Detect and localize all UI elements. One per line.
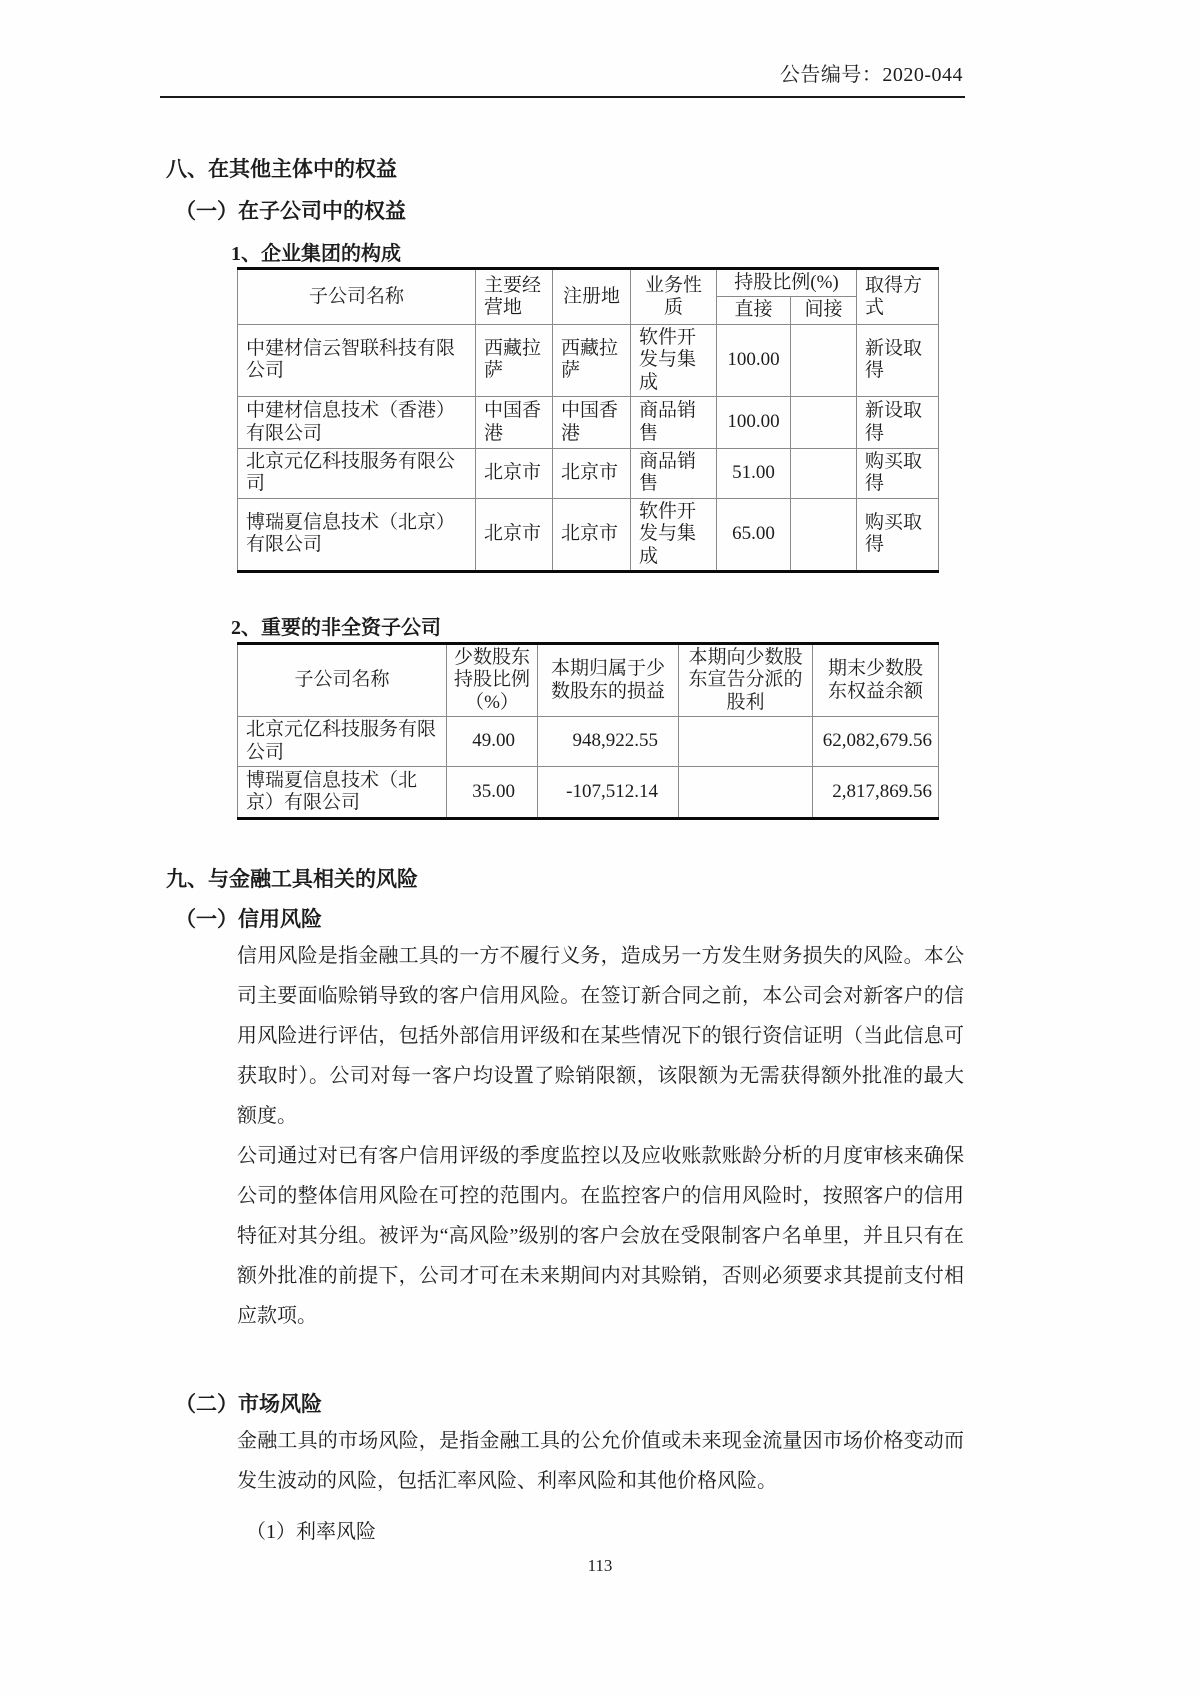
t1-header-indirect: 间接 xyxy=(791,297,857,324)
market-risk-paragraphs xyxy=(237,1421,964,1501)
t2-header-minority-ratio: 少数股东持股比例（%） xyxy=(447,644,538,717)
table-row xyxy=(238,397,939,449)
t1-header-main-location: 主要经营地 xyxy=(476,269,553,325)
table-row xyxy=(238,498,939,571)
t1-cell-main-location: 西藏拉萨 xyxy=(476,324,553,396)
t1-cell-main-location: 北京市 xyxy=(476,498,553,571)
credit-risk-paragraphs xyxy=(237,936,964,1336)
t1-cell-registered-location: 中国香港 xyxy=(553,397,631,449)
subsidiaries-structure-table xyxy=(237,267,939,573)
notice-number: 公告编号：2020-044 xyxy=(779,64,963,86)
t2-header-minority-dividend: 本期向少数股东宣告分派的股利 xyxy=(679,644,813,717)
t1-cell-acquisition-method: 新设取得 xyxy=(857,397,939,449)
t1-cell-direct: 51.00 xyxy=(717,449,791,499)
t2-cell-minority-ratio: 49.00 xyxy=(447,717,538,767)
t2-cell-minority-dividend xyxy=(679,717,813,767)
t2-header-name: 子公司名称 xyxy=(238,644,447,717)
t1-header-name: 子公司名称 xyxy=(238,269,476,325)
t1-cell-name: 北京元亿科技服务有限公司 xyxy=(238,449,476,499)
t1-cell-indirect xyxy=(791,498,857,571)
t1-cell-registered-location: 北京市 xyxy=(553,449,631,499)
t2-cell-minority-equity: 2,817,869.56 xyxy=(813,767,939,819)
table-1-title: 1、企业集团的构成 xyxy=(231,243,401,265)
t1-cell-direct: 65.00 xyxy=(717,498,791,571)
t1-cell-indirect xyxy=(791,449,857,499)
section-9-sub-2-title: （二）市场风险 xyxy=(175,1392,322,1416)
credit-risk-paragraph-1: 信用风险是指金融工具的一方不履行义务，造成另一方发生财务损失的风险。本公司主要面临赊销导致的客户信用风险。在签订新合同之前，本公司会对新客户的信用风险进行评估，包括外部信用评级和在某些情况下的银行资信证明（当此信息可获取时）。公司对每一客户均设置了赊销限额，该限额为无需获得额外批准的最大额度。 xyxy=(237,945,964,1127)
t1-cell-acquisition-method: 购买取得 xyxy=(857,498,939,571)
t2-cell-name: 博瑞夏信息技术（北京）有限公司 xyxy=(238,767,447,819)
t1-cell-registered-location: 西藏拉萨 xyxy=(553,324,631,396)
t2-cell-name: 北京元亿科技服务有限公司 xyxy=(238,717,447,767)
t1-header-shareholding-ratio: 持股比例(%) xyxy=(717,269,857,297)
t1-cell-business-nature: 软件开发与集成 xyxy=(631,324,717,396)
t1-cell-main-location: 中国香港 xyxy=(476,397,553,449)
t1-cell-business-nature: 商品销售 xyxy=(631,449,717,499)
t1-cell-name: 博瑞夏信息技术（北京）有限公司 xyxy=(238,498,476,571)
t1-header-business-nature: 业务性质 xyxy=(631,269,717,325)
t2-cell-minority-profit: -107,512.14 xyxy=(538,767,679,819)
t1-cell-business-nature: 商品销售 xyxy=(631,397,717,449)
t1-cell-direct: 100.00 xyxy=(717,324,791,396)
non-wholly-owned-subsidiaries-table xyxy=(237,642,939,820)
t1-cell-indirect xyxy=(791,397,857,449)
section-9-title: 九、与金融工具相关的风险 xyxy=(166,867,418,891)
header-rule xyxy=(160,96,965,98)
t1-cell-name: 中建材信云智联科技有限公司 xyxy=(238,324,476,396)
t1-cell-business-nature: 软件开发与集成 xyxy=(631,498,717,571)
t1-cell-acquisition-method: 新设取得 xyxy=(857,324,939,396)
table-row xyxy=(238,449,939,499)
table-2-title: 2、重要的非全资子公司 xyxy=(231,617,441,639)
section-8-title: 八、在其他主体中的权益 xyxy=(166,157,397,181)
section-9-sub-1-title: （一）信用风险 xyxy=(175,907,322,931)
table-row xyxy=(238,767,939,819)
t2-cell-minority-profit: 948,922.55 xyxy=(538,717,679,767)
t2-header-minority-equity: 期末少数股东权益余额 xyxy=(813,644,939,717)
interest-rate-risk-item: （1）利率风险 xyxy=(246,1521,376,1543)
t1-header-registered-location: 注册地 xyxy=(553,269,631,325)
table-row xyxy=(238,324,939,396)
t2-cell-minority-dividend xyxy=(679,767,813,819)
t2-cell-minority-equity: 62,082,679.56 xyxy=(813,717,939,767)
t1-cell-registered-location: 北京市 xyxy=(553,498,631,571)
t1-cell-acquisition-method: 购买取得 xyxy=(857,449,939,499)
table-row xyxy=(238,717,939,767)
t1-cell-main-location: 北京市 xyxy=(476,449,553,499)
t1-cell-indirect xyxy=(791,324,857,396)
t1-cell-name: 中建材信息技术（香港）有限公司 xyxy=(238,397,476,449)
t2-header-minority-profit: 本期归属于少数股东的损益 xyxy=(538,644,679,717)
t2-cell-minority-ratio: 35.00 xyxy=(447,767,538,819)
t1-header-acquisition-method: 取得方式 xyxy=(857,269,939,325)
page-number: 113 xyxy=(587,1556,613,1575)
section-8-sub-1-title: （一）在子公司中的权益 xyxy=(175,199,406,223)
t1-cell-direct: 100.00 xyxy=(717,397,791,449)
market-risk-paragraph-1: 金融工具的市场风险，是指金融工具的公允价值或未来现金流量因市场价格变动而发生波动的风险，包括汇率风险、利率风险和其他价格风险。 xyxy=(237,1430,964,1492)
t1-header-direct: 直接 xyxy=(717,297,791,324)
credit-risk-paragraph-2: 公司通过对已有客户信用评级的季度监控以及应收账款账龄分析的月度审核来确保公司的整体信用风险在可控的范围内。在监控客户的信用风险时，按照客户的信用特征对其分组。被评为“高风险”级别的客户会放在受限制客户名单里，并且只有在额外批准的前提下，公司才可在未来期间内对其赊销，否则必须要求其提前支付相应款项。 xyxy=(237,1145,964,1327)
